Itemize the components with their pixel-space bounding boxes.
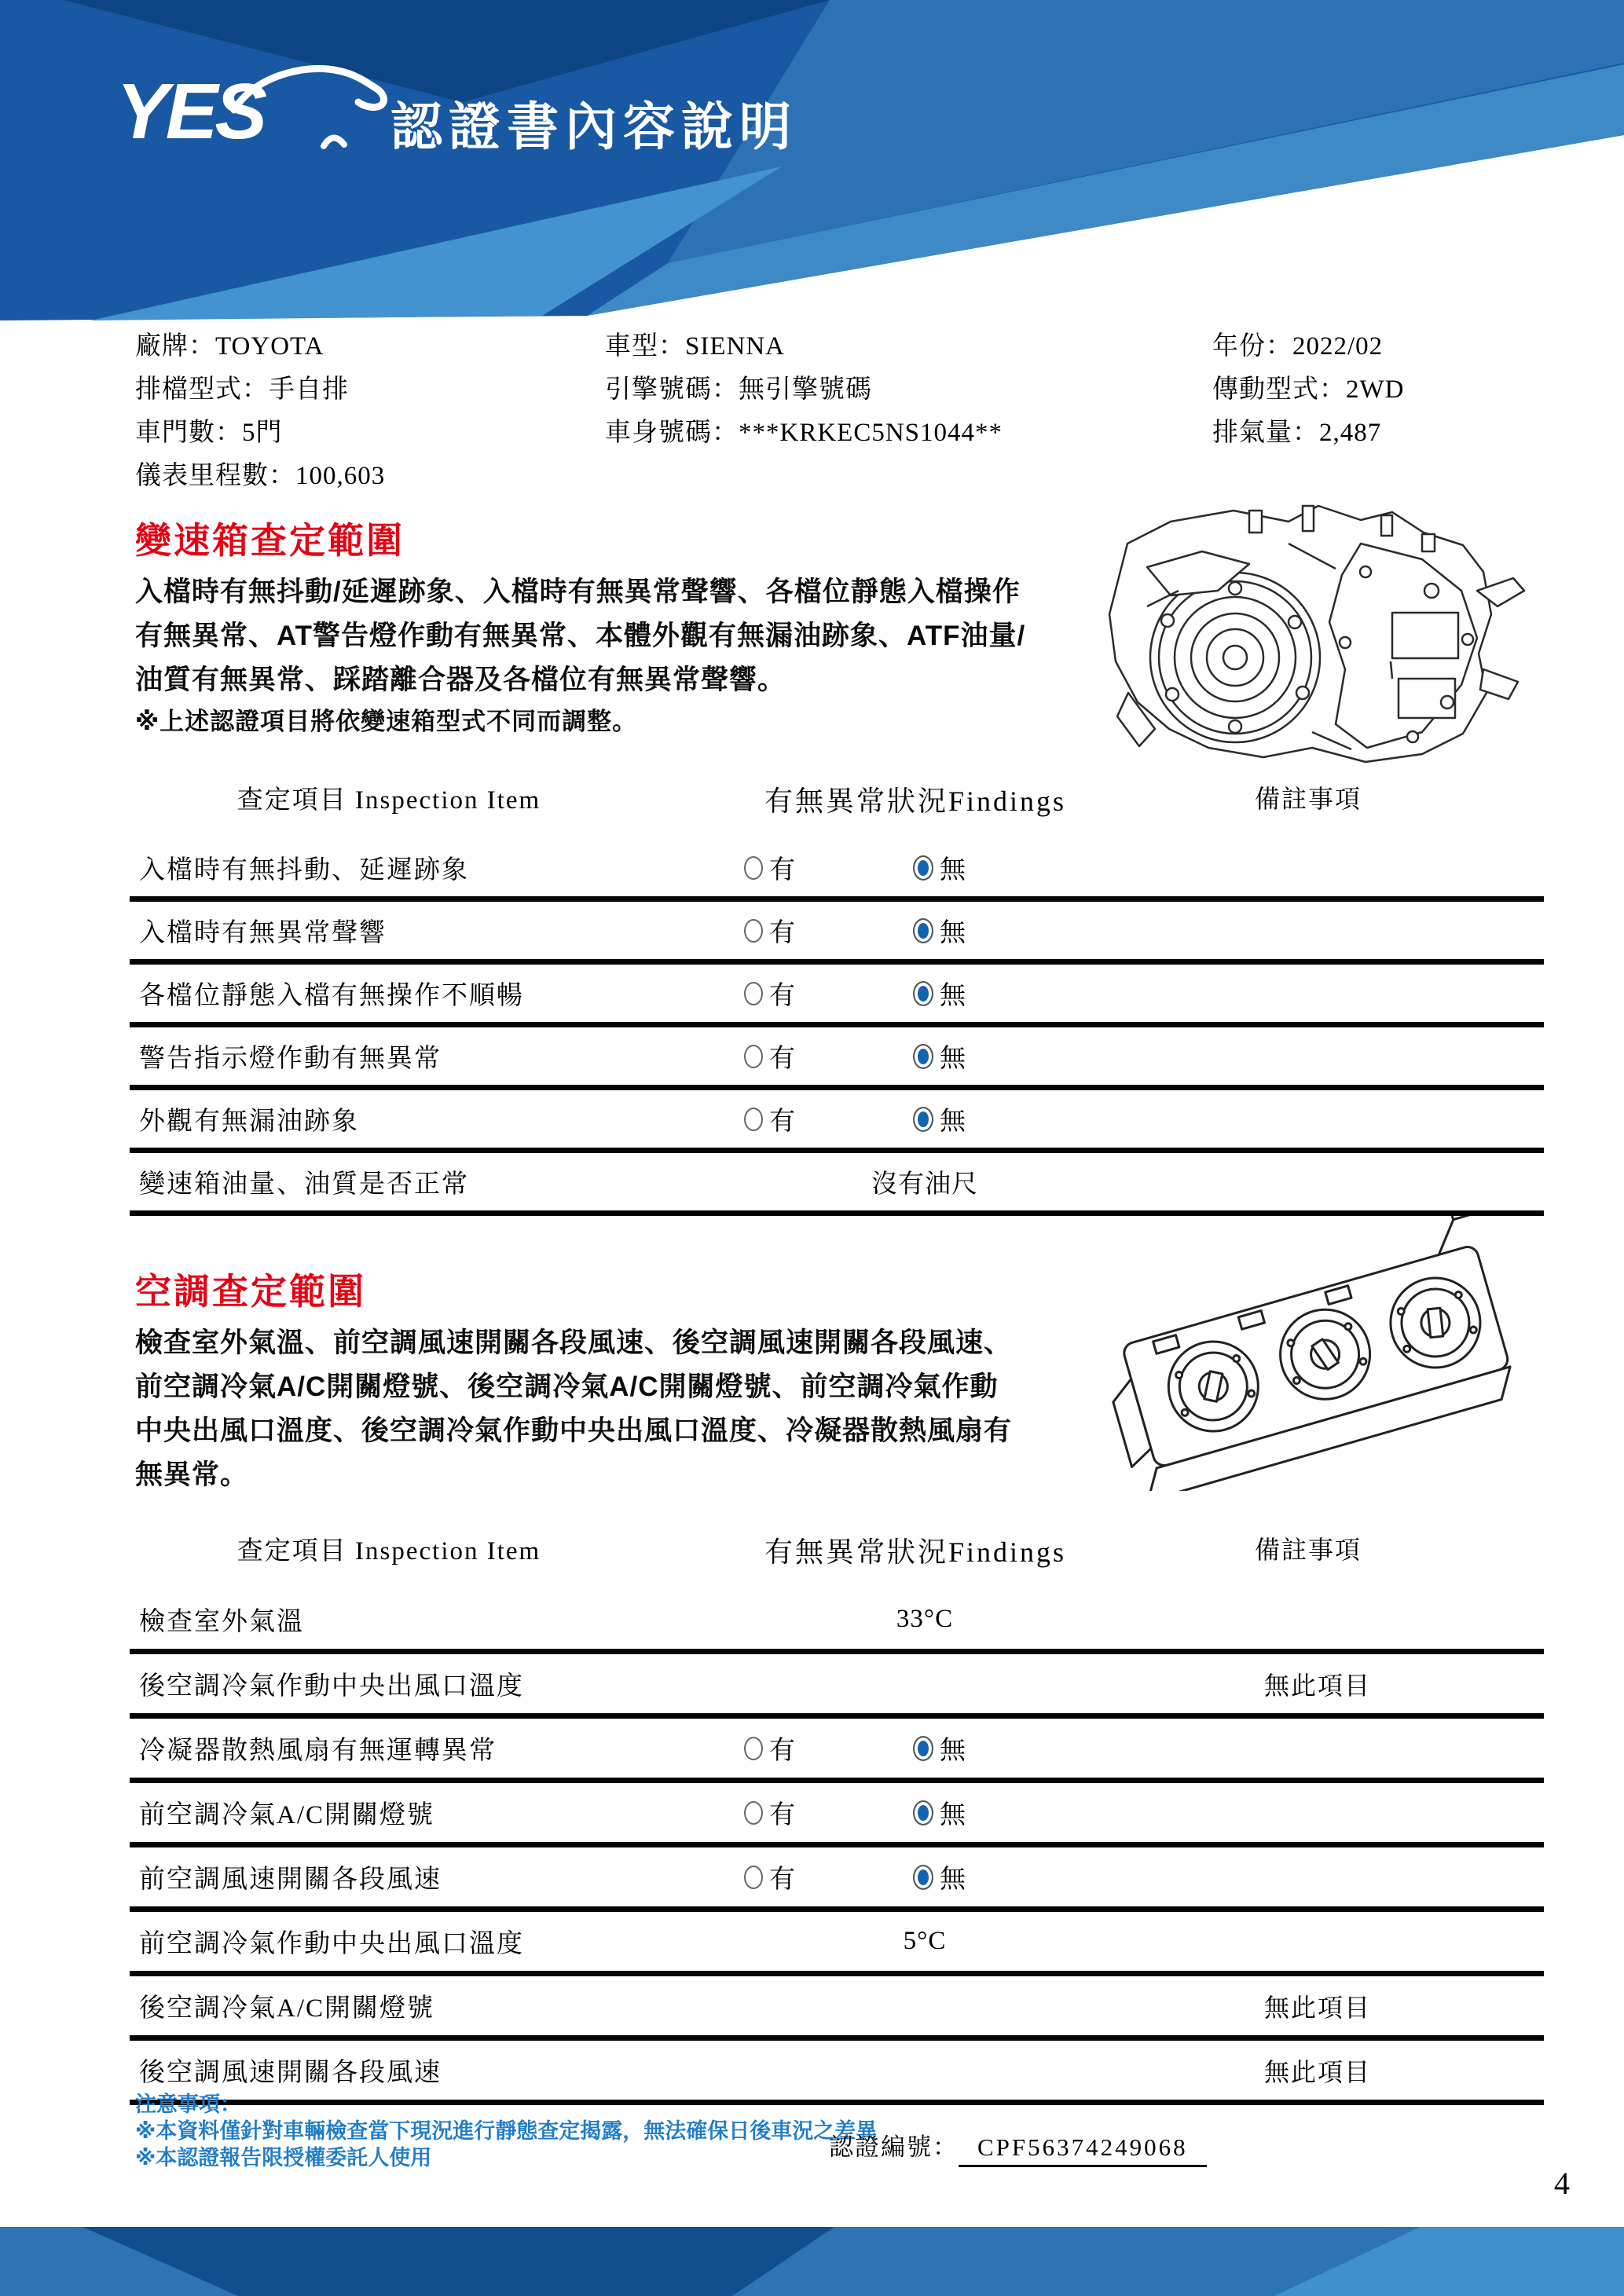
radio-option-yes[interactable]: 有 [744,1100,795,1137]
note-line: ※本資料僅針對車輛檢查當下現況進行靜態查定揭露，無法確保日後車況之差異 [135,2119,878,2143]
info-brand: 廠牌：TOYOTA [135,332,324,361]
transmission-illustration [1053,496,1532,778]
radio-option-yes[interactable]: 有 [744,1730,795,1767]
radio-unselected-icon[interactable] [744,1866,763,1889]
ac-section-description: 檢查室外氣溫、前空調風速開關各段風速、後空調風速開關各段風速、 前空調冷氣A/C開關燈號、後空調冷氣A/C開關燈號、前空調冷氣作動 中央出風口溫度、後空調冷氣作動中央出風口溫度、冷凝器散熱風扇有 無異常。 [135,1327,1013,1490]
info-odometer: 儀表里程數：100,603 [135,462,386,490]
radio-option-no[interactable]: 無 [913,1858,966,1895]
radio-selected-icon[interactable] [913,1736,933,1761]
info-displacement: 排氣量：2,487 [1212,419,1382,447]
radio-unselected-icon[interactable] [744,1108,763,1131]
ac-section-title: 空調查定範圍 [135,1271,366,1312]
radio-unselected-icon[interactable] [744,1801,763,1825]
table-row [130,902,1544,965]
certificate-number-value: CPF56374249068 [959,2133,1207,2167]
page-title: 認證書內容說明 [390,97,797,156]
table-row [130,1654,1544,1719]
inspection-item-label: 後空調冷氣作動中央出風口溫度 [139,1672,524,1701]
remark-cell: 無此項目 [1263,2057,1371,2086]
info-doors: 車門數：5門 [135,419,283,447]
inspection-item-label: 前空調冷氣A/C開關燈號 [139,1801,435,1829]
table-row [130,839,1544,902]
table-row [130,1090,1544,1153]
remark-cell: 無此項目 [1263,1993,1371,2022]
finding-value: 沒有油尺 [871,1170,978,1199]
inspection-item-label: 檢查室外氣溫 [139,1608,304,1636]
finding-value: 5°C [903,1927,947,1955]
transmission-table-header [130,779,1544,819]
finding-value: 33°C [896,1605,954,1633]
table-row [130,1783,1544,1847]
ac-panel-illustration [1091,1216,1550,1491]
radio-selected-icon[interactable] [913,1865,933,1890]
inspection-item-label: 後空調風速開關各段風速 [139,2059,442,2087]
column-header-item: 查定項目 Inspection Item [236,1537,541,1565]
inspection-item-label: 警告指示燈作動有無異常 [139,1045,442,1073]
info-engine-no: 引擎號碼：無引擎號碼 [605,375,872,404]
info-drivetrain: 傳動型式：2WD [1212,375,1405,404]
header-banner-graphic [0,0,1624,330]
inspection-item-label: 變速箱油量、油質是否正常 [139,1170,469,1199]
column-header-item: 查定項目 Inspection Item [236,786,541,815]
column-header-findings: 有無異常狀況Findings [764,785,1067,817]
table-row [130,965,1544,1027]
radio-selected-icon[interactable] [913,1800,933,1825]
radio-option-yes[interactable]: 有 [744,1794,795,1831]
table-row [130,1976,1544,2041]
radio-selected-icon[interactable] [913,1044,933,1069]
table-row [130,1719,1544,1783]
inspection-item-label: 後空調冷氣A/C開關燈號 [139,1994,435,2023]
radio-option-no[interactable]: 無 [913,1038,966,1075]
radio-unselected-icon[interactable] [744,1737,763,1760]
radio-option-no[interactable]: 無 [913,1100,966,1137]
radio-option-yes[interactable]: 有 [744,849,795,886]
column-header-findings: 有無異常狀況Findings [764,1536,1067,1568]
note-line: ※本認證報告限授權委託人使用 [135,2146,432,2170]
column-header-remarks: 備註事項 [1254,785,1362,813]
footer-notes [135,2091,877,2171]
ac-table [130,1590,1544,2105]
radio-option-yes[interactable]: 有 [744,1858,795,1895]
radio-option-no[interactable]: 無 [913,912,966,949]
notes-title: 注意事項： [135,2093,241,2116]
info-vin: 車身號碼：***KRKEC5NS1044** [605,419,1003,447]
radio-option-no[interactable]: 無 [913,1730,966,1767]
radio-option-yes[interactable]: 有 [744,912,795,949]
vehicle-info-column-2 [605,325,1003,455]
vehicle-info-column-3 [1212,325,1404,455]
transmission-section-note: ※上述認證項目將依變速箱型式不同而調整。 [135,708,638,735]
radio-selected-icon[interactable] [913,1107,933,1132]
inspection-item-label: 前空調風速開關各段風速 [139,1866,442,1894]
inspection-item-label: 入檔時有無異常聲響 [139,919,387,947]
table-row [130,1912,1544,1976]
table-row [130,1027,1544,1090]
radio-option-yes[interactable]: 有 [744,975,795,1012]
transmission-section-description: 入檔時有無抖動/延遲跡象、入檔時有無異常聲響、各檔位靜態入檔操作 有無異常、AT警告燈作動有無異常、本體外觀有無漏油跡象、ATF油量/ 油質有無異常、踩踏離合器及各檔位有無異常聲響。 ※上述認證項目將依變速箱型式不同而調整。 [135,570,1102,742]
table-row [130,1847,1544,1912]
vehicle-info-column-1 [135,325,385,498]
inspection-item-label: 前空調冷氣作動中央出風口溫度 [139,1930,524,1958]
inspection-item-label: 冷凝器散熱風扇有無運轉異常 [139,1737,497,1765]
radio-unselected-icon[interactable] [744,982,763,1005]
radio-option-no[interactable]: 無 [913,849,966,886]
certificate-number-line [829,2127,1207,2167]
yes-logo-text: YES [116,68,265,156]
radio-selected-icon[interactable] [913,918,933,943]
remark-cell: 無此項目 [1263,1671,1371,1700]
info-gearbox-type: 排檔型式：手自排 [135,375,349,404]
radio-option-no[interactable]: 無 [913,1794,966,1831]
ac-table-header [130,1530,1544,1570]
info-model: 車型：SIENNA [605,332,785,361]
column-header-remarks: 備註事項 [1254,1536,1362,1564]
page-number: 4 [1554,2166,1570,2201]
footer-band-graphic [0,2227,1624,2296]
radio-unselected-icon[interactable] [744,856,763,880]
info-year: 年份：2022/02 [1212,332,1384,361]
certificate-number-label: 認證編號： [829,2133,959,2161]
table-row [130,1153,1544,1216]
inspection-item-label: 各檔位靜態入檔有無操作不順暢 [139,982,524,1010]
radio-selected-icon[interactable] [913,855,933,881]
car-swoosh-icon [229,61,394,159]
transmission-table [130,839,1544,1216]
inspection-item-label: 入檔時有無抖動、延遲跡象 [139,856,469,884]
radio-selected-icon[interactable] [913,981,933,1006]
transmission-section-title: 變速箱查定範圍 [135,520,405,561]
inspection-item-label: 外觀有無漏油跡象 [139,1108,359,1136]
radio-unselected-icon[interactable] [744,1045,763,1068]
radio-option-yes[interactable]: 有 [744,1038,795,1075]
table-row [130,1590,1544,1654]
radio-unselected-icon[interactable] [744,919,763,943]
radio-option-no[interactable]: 無 [913,975,966,1012]
